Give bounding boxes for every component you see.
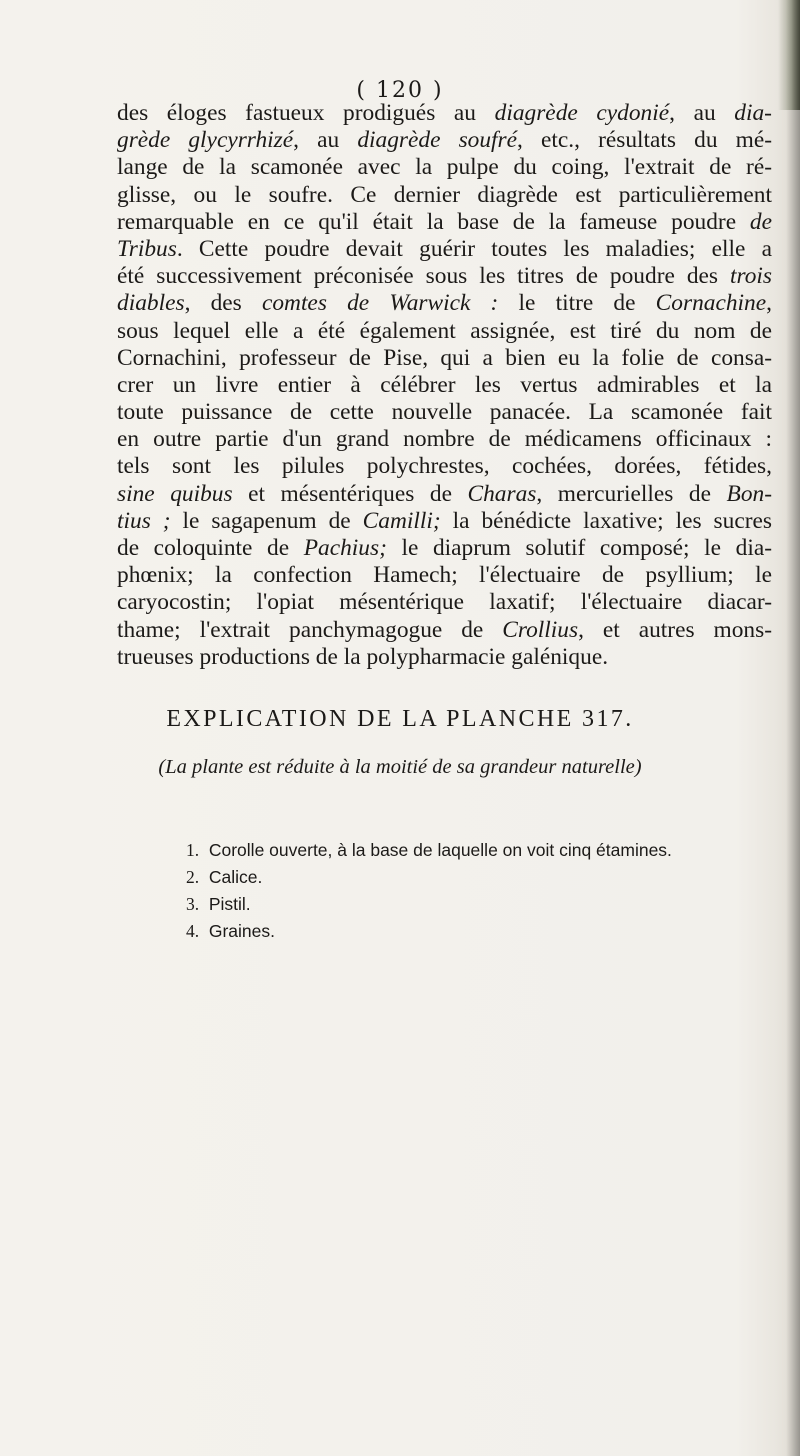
text-run: sous lequel elle a été également assignée, est tiré du nom de [117, 317, 772, 344]
plate-legend [186, 837, 746, 945]
italic-run: Bon- [726, 480, 772, 507]
text-run: , des [184, 290, 262, 317]
text-run: lange de la scamonée avec la pulpe du coing, l'extrait de ré- [117, 154, 772, 181]
legend-text: Calice. [204, 867, 263, 887]
text-run: , et autres mons- [578, 616, 772, 643]
italic-run: dia- [734, 100, 772, 126]
legend-item [186, 864, 746, 891]
text-run: , au [669, 100, 735, 126]
text-run: et mésentériques de [232, 480, 468, 507]
text-run: le titre de [498, 290, 656, 317]
text-run: phœnix; la confection Hamech; l'électuaire de psyllium; le [117, 562, 772, 589]
text-line [117, 100, 772, 127]
text-run: été successivement préconisée sous les titres de poudre des [117, 263, 730, 290]
italic-run: de [749, 208, 772, 235]
text-run: tels sont les pilules polychrestes, cochées, dorées, fétides, [117, 453, 772, 480]
text-line [117, 263, 772, 290]
text-run: remarquable en ce qu'il était la base de la fameuse poudre [117, 208, 750, 235]
text-run: le diaprum solutif composé; le dia- [386, 535, 773, 561]
italic-run: Tribus [117, 235, 177, 262]
italic-run: diagrède soufré [357, 127, 518, 154]
legend-number: 4. [186, 921, 200, 941]
text-line [117, 372, 772, 399]
italic-run: sine quibus [117, 480, 233, 507]
text-run: le sagapenum de [170, 507, 363, 534]
text-line [117, 209, 772, 236]
text-run: crer un livre entier à célébrer les vertus admirables et la [117, 371, 772, 398]
italic-run: Crollius [502, 616, 579, 643]
legend-text: Pistil. [204, 894, 251, 914]
italic-run: grède glycyrrhizé [117, 127, 294, 154]
italic-run: Charas [467, 480, 537, 507]
text-run: des éloges fastueux prodigués au [117, 100, 495, 126]
text-line [117, 318, 772, 345]
text-run: , au [293, 127, 358, 154]
text-run: trueuses productions de la polypharmacie galénique. [117, 643, 609, 670]
text-line [117, 562, 772, 589]
text-line [117, 453, 772, 480]
text-run: , [766, 290, 772, 317]
text-line [117, 617, 772, 644]
text-run: thame; l'extrait panchymagogue de [117, 616, 503, 643]
plate-heading: EXPLICATION DE LA PLANCHE 317. [166, 706, 634, 732]
plate-subheading: (La plante est réduite à la moitié de sa grandeur naturelle) [158, 756, 642, 778]
legend-item [186, 891, 746, 918]
text-run: de coloquinte de [117, 535, 304, 561]
legend-text: Graines. [204, 921, 275, 941]
text-line [117, 426, 772, 453]
legend-item [186, 837, 746, 864]
text-line [117, 127, 772, 154]
text-line [117, 644, 772, 671]
text-run: Cornachini, professeur de Pise, qui a bien eu la folie de consa- [117, 344, 772, 371]
legend-text: Corolle ouverte, à la base de laquelle on voit cinq étamines. [204, 840, 672, 860]
text-run: , etc., résultats du mé- [517, 127, 772, 154]
text-line [117, 481, 772, 508]
page-number: ( 120 ) [356, 78, 444, 103]
text-line [117, 589, 772, 616]
body-paragraph [117, 100, 772, 671]
italic-run: Cornachine [655, 290, 767, 317]
text-line [117, 345, 772, 372]
legend-number: 2. [186, 867, 200, 887]
text-line [117, 182, 772, 209]
italic-run: tius ; [117, 507, 171, 534]
text-line [117, 508, 772, 535]
legend-item [186, 918, 746, 945]
text-run: . Cette poudre devait guérir toutes les maladies; elle a [176, 235, 772, 262]
italic-run: diables [117, 290, 185, 317]
legend-number: 1. [186, 840, 200, 860]
text-run: en outre partie d'un grand nombre de médicamens officinaux : [117, 426, 772, 453]
text-line [117, 154, 772, 181]
text-run: , mercurielles de [536, 480, 727, 507]
text-run: glisse, ou le soufre. Ce dernier diagrède est particulièrement [117, 181, 772, 208]
italic-run: trois [729, 263, 772, 290]
italic-run: comtes de Warwick : [261, 290, 499, 317]
italic-run: Pachius; [303, 535, 387, 561]
italic-run: Camilli; [362, 507, 441, 534]
text-run: caryocostin; l'opiat mésentérique laxatif; l'électuaire diacar- [117, 589, 772, 616]
text-line [117, 290, 772, 317]
text-line [117, 535, 772, 562]
text-line [117, 236, 772, 263]
italic-run: diagrède cydonié [494, 100, 670, 126]
legend-number: 3. [186, 894, 200, 914]
text-run: toute puissance de cette nouvelle panacée. La scamonée fait [117, 399, 772, 426]
text-line [117, 399, 772, 426]
text-run: la bénédicte laxative; les sucres [440, 507, 772, 534]
